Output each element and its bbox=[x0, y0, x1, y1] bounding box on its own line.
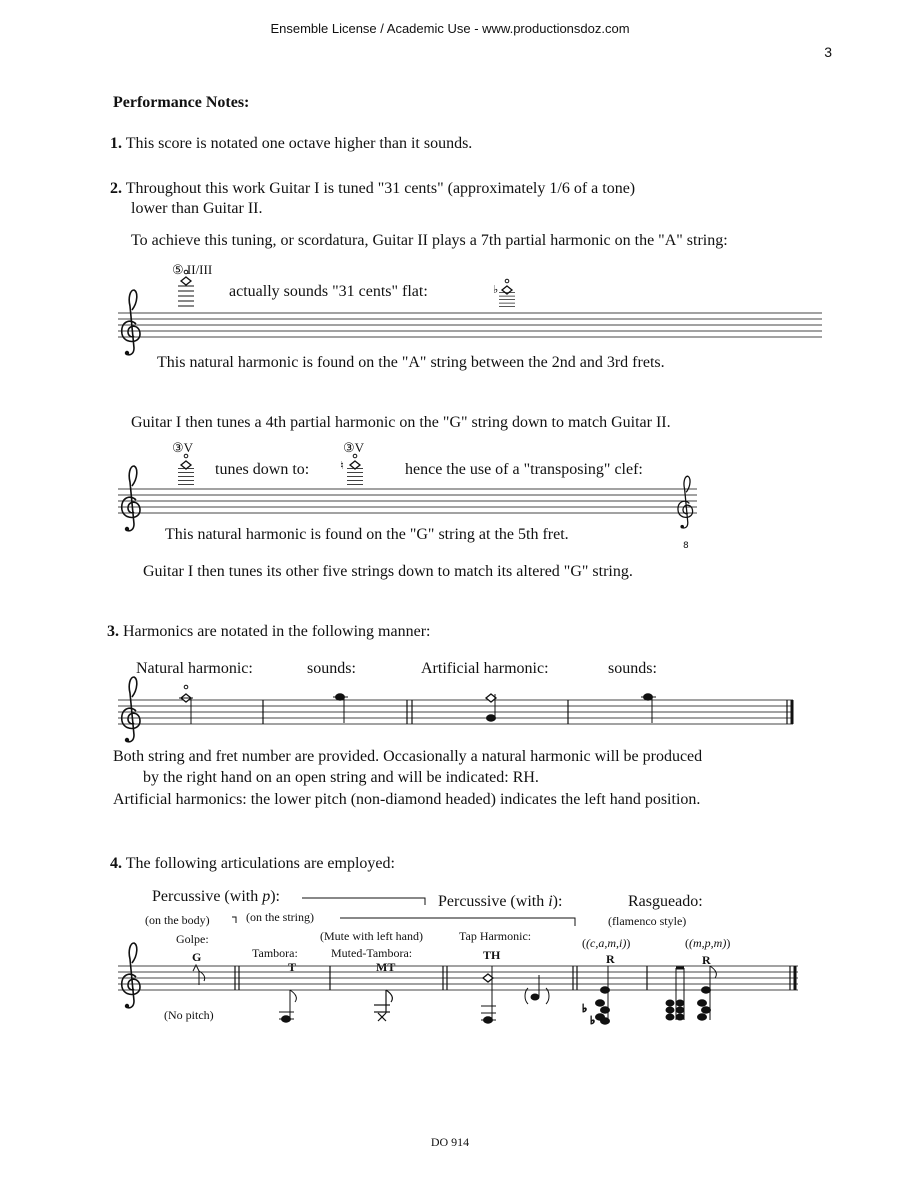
abbr-rasgueado: R bbox=[606, 952, 615, 966]
finger-letter: i bbox=[548, 893, 553, 910]
example-caption: This natural harmonic is found on the "G" string at the 5th fret. bbox=[165, 526, 569, 543]
label-part: Percussive (with bbox=[438, 893, 549, 910]
page-title: Performance Notes: bbox=[113, 94, 250, 111]
label-no-pitch: (No pitch) bbox=[164, 1008, 214, 1022]
label-fingering: ((m,p,m)) bbox=[685, 936, 731, 950]
example-text: hence the use of a "transposing" clef: bbox=[405, 461, 643, 478]
harmonic-note-natural bbox=[340, 454, 363, 484]
harmonic-note bbox=[178, 454, 194, 484]
svg-text:♮: ♮ bbox=[340, 459, 344, 472]
fingering-letters: (c,a,m,i) bbox=[586, 936, 627, 950]
label-part: ): bbox=[270, 888, 280, 905]
muted-tambora-note bbox=[374, 990, 392, 1021]
staff-example-3 bbox=[118, 700, 793, 724]
treble-clef-icon bbox=[122, 943, 140, 1008]
label-artificial-harmonic: Artificial harmonic: bbox=[421, 660, 549, 677]
page-number: 3 bbox=[824, 44, 832, 60]
label-mute-left-hand: (Mute with left hand) bbox=[320, 929, 423, 943]
rasgueado-chord-2 bbox=[666, 966, 716, 1020]
staff-example-2 bbox=[118, 489, 697, 513]
tambora-note bbox=[279, 990, 296, 1022]
sounds-note bbox=[641, 694, 656, 723]
artificial-harmonic-note bbox=[486, 694, 496, 721]
abbr-tap-harmonic: TH bbox=[483, 948, 501, 962]
label-part: ): bbox=[552, 893, 563, 910]
treble-clef-icon bbox=[122, 290, 140, 355]
label-muted-tambora: Muted-Tambora: bbox=[331, 946, 413, 960]
transposing-clef-icon bbox=[678, 476, 693, 528]
fingering-letters: (m,p,m) bbox=[689, 936, 727, 950]
string-label: ⑤ II/III bbox=[172, 262, 213, 277]
note-2-line-1: Throughout this work Guitar I is tuned "31 cents" (approximately 1/6 of a tone) bbox=[125, 180, 636, 197]
treble-clef-icon bbox=[122, 677, 140, 742]
abbr-rasgueado: R bbox=[702, 953, 711, 967]
harmonic-note-flat bbox=[493, 279, 515, 306]
example-caption: This natural harmonic is found on the "A" string between the 2nd and 3rd frets. bbox=[157, 354, 665, 371]
example-text: actually sounds "31 cents" flat: bbox=[229, 283, 428, 300]
svg-text:♭: ♭ bbox=[590, 1014, 596, 1027]
note-2-line-3: To achieve this tuning, or scordatura, Guitar II plays a 7th partial harmonic on the "A" string: bbox=[131, 232, 728, 249]
svg-text:♭: ♭ bbox=[582, 1002, 588, 1015]
note-2-line-5: Guitar I then tunes its other five strings down to match its altered "G" string. bbox=[143, 563, 633, 580]
note-number: 2. bbox=[110, 180, 122, 197]
note-number: 1. bbox=[110, 135, 122, 152]
svg-text:8: 8 bbox=[683, 541, 689, 551]
note-4-text: The following articulations are employed: bbox=[125, 855, 395, 872]
note-3-paragraph-2: by the right hand on an open string and will be indicated: RH. bbox=[143, 769, 539, 786]
note-1-text: This score is notated one octave higher than it sounds. bbox=[125, 135, 473, 152]
note-number: 4. bbox=[110, 855, 122, 872]
label-golpe: Golpe: bbox=[176, 932, 209, 946]
staff-example-4 bbox=[118, 966, 798, 990]
note-3-paragraph-1: Both string and fret number are provided. Occasionally a natural harmonic will be produced bbox=[113, 748, 703, 765]
label-flamenco: (flamenco style) bbox=[608, 914, 687, 928]
document-code: DO 914 bbox=[430, 1135, 470, 1149]
label-fingering: ((c,a,m,i)) bbox=[582, 936, 631, 950]
rasgueado-chord-1 bbox=[582, 966, 610, 1027]
string-label: ③V bbox=[343, 440, 365, 455]
note-2-line-2: lower than Guitar II. bbox=[131, 200, 263, 217]
abbr-golpe: G bbox=[192, 950, 202, 964]
label-part: Percussive (with bbox=[152, 888, 263, 905]
note-2-line-4: Guitar I then tunes a 4th partial harmonic on the "G" string down to match Guitar II. bbox=[131, 414, 671, 431]
label-natural-harmonic: Natural harmonic: bbox=[136, 660, 253, 677]
abbr-muted-tambora: MT bbox=[376, 960, 396, 974]
label-sounds: sounds: bbox=[307, 660, 356, 677]
svg-text:♭: ♭ bbox=[493, 283, 499, 296]
note-3-text: Harmonics are notated in the following manner: bbox=[123, 623, 431, 640]
treble-clef-icon bbox=[122, 466, 140, 531]
sounds-note bbox=[333, 694, 348, 723]
finger-letter: p bbox=[262, 888, 271, 905]
tap-harmonic-notes bbox=[481, 966, 549, 1023]
note-number: 3. bbox=[107, 623, 119, 640]
string-label: ③V bbox=[172, 440, 194, 455]
staff-example-1 bbox=[118, 313, 822, 337]
label-tambora: Tambora: bbox=[252, 946, 298, 960]
label-sounds: sounds: bbox=[608, 660, 657, 677]
harmonic-note bbox=[178, 270, 194, 306]
note-3-paragraph-3: Artificial harmonics: the lower pitch (non-diamond headed) indicates the left hand position. bbox=[113, 791, 701, 808]
bracket-lines bbox=[232, 898, 575, 926]
label-rasgueado: Rasgueado: bbox=[628, 893, 703, 910]
example-text: tunes down to: bbox=[215, 461, 310, 478]
label-on-body: (on the body) bbox=[145, 913, 210, 927]
license-header: Ensemble License / Academic Use - www.productionsdoz.com bbox=[270, 21, 630, 36]
label-on-string: (on the string) bbox=[246, 910, 314, 924]
label-tap-harmonic: Tap Harmonic: bbox=[459, 929, 532, 943]
golpe-mark bbox=[193, 965, 205, 985]
abbr-tambora: T bbox=[288, 960, 297, 974]
